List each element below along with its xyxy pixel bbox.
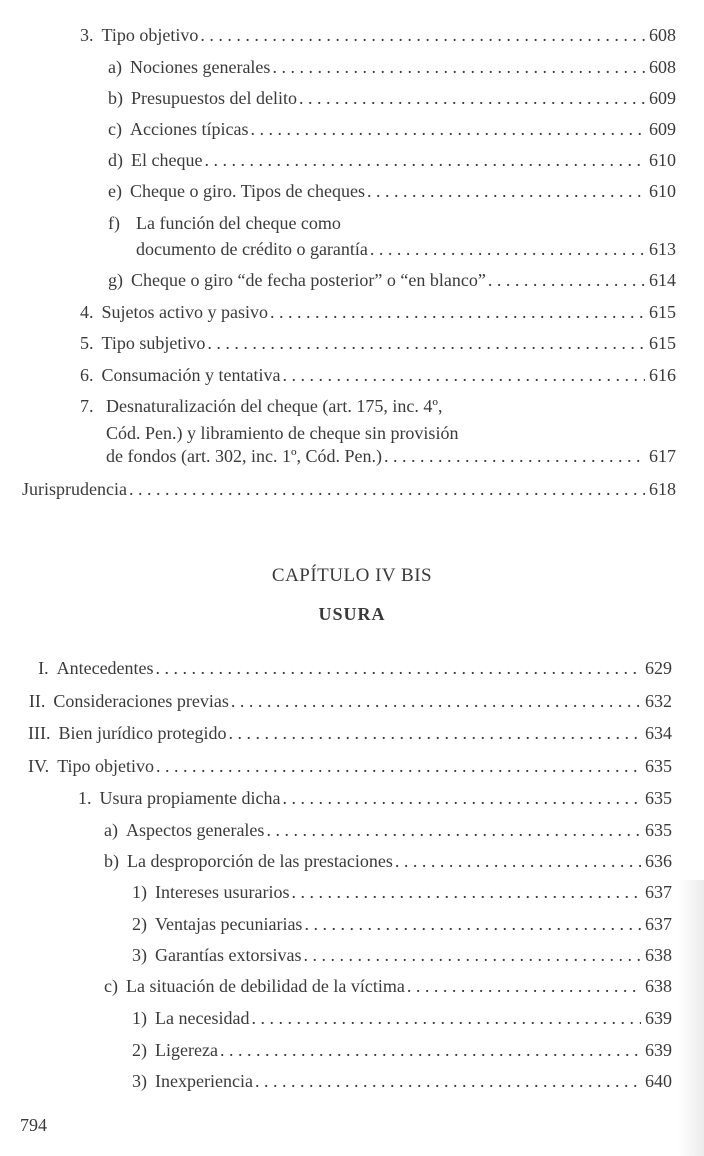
entry-number: c) xyxy=(104,976,118,996)
entry-page: 615 xyxy=(649,333,676,353)
entry-page: 639 xyxy=(645,1008,672,1028)
entry-number: 1. xyxy=(78,788,92,808)
entry-number: c) xyxy=(108,119,122,139)
entry-page: 639 xyxy=(645,1040,672,1060)
toc-entry xyxy=(104,815,672,846)
page-number: 794 xyxy=(20,1115,47,1135)
dot-leader xyxy=(255,1066,641,1097)
entry-label: Usura propiamente dicha xyxy=(99,788,281,808)
entry-label: Ligereza xyxy=(155,1040,218,1060)
entry-page: 638 xyxy=(645,976,672,996)
entry-page: 640 xyxy=(645,1071,672,1091)
entry-number: 7. xyxy=(80,396,94,416)
entry-number: g) xyxy=(108,270,123,290)
entry-page: 610 xyxy=(649,181,676,201)
entry-page: 609 xyxy=(649,88,676,108)
entry-number: 6. xyxy=(80,365,94,385)
entry-label: Nociones generales xyxy=(129,57,271,77)
dot-leader xyxy=(270,297,645,328)
entry-page: 635 xyxy=(645,820,672,840)
chapter-subtitle: USURA xyxy=(318,604,386,624)
entry-page: 629 xyxy=(645,658,672,678)
toc-entry xyxy=(132,877,672,908)
entry-number: e) xyxy=(108,181,122,201)
entry-label: La situación de debilidad de la víctima xyxy=(125,976,405,996)
entry-number: I. xyxy=(38,658,49,678)
entry-page: 638 xyxy=(645,945,672,965)
toc-entry xyxy=(80,360,676,391)
entry-number: 1) xyxy=(132,1008,147,1028)
dot-leader xyxy=(395,846,641,877)
dot-leader xyxy=(228,718,641,749)
entry-page: 615 xyxy=(649,302,676,322)
toc-entry-first-line xyxy=(108,210,341,237)
entry-label: Antecedentes xyxy=(56,658,154,678)
entry-page: 635 xyxy=(645,788,672,808)
entry-page: 637 xyxy=(645,882,672,902)
dot-leader xyxy=(272,52,645,83)
entry-number: 3) xyxy=(132,945,147,965)
dot-leader xyxy=(220,1035,641,1066)
dot-leader xyxy=(156,751,641,782)
dot-leader xyxy=(299,83,645,114)
entry-label: Presupuestos del delito xyxy=(131,88,297,108)
entry-label: documento de crédito o garantía xyxy=(136,239,368,259)
entry-page: 635 xyxy=(645,756,672,776)
entry-label: Tipo objetivo xyxy=(101,25,199,45)
entry-page: 613 xyxy=(649,239,676,259)
dot-leader xyxy=(200,20,645,51)
entry-page: 609 xyxy=(649,119,676,139)
toc-entry-first-lines xyxy=(80,393,458,447)
toc-entry xyxy=(78,783,672,814)
entry-page: 618 xyxy=(649,479,676,499)
dot-leader xyxy=(367,176,645,207)
dot-leader xyxy=(282,783,641,814)
toc-entry xyxy=(132,940,672,971)
toc-entry xyxy=(28,686,672,717)
entry-page: 632 xyxy=(645,691,672,711)
toc-entry xyxy=(108,176,676,207)
entry-number: 3. xyxy=(80,25,94,45)
toc-entry xyxy=(80,328,676,359)
entry-label-line: Desnaturalización del cheque (art. 175, inc. 4º, xyxy=(106,396,443,416)
toc-entry xyxy=(28,653,672,684)
dot-leader xyxy=(282,360,645,391)
toc-entry xyxy=(80,297,676,328)
dot-leader xyxy=(250,114,645,145)
entry-number: b) xyxy=(108,88,123,108)
toc-entry xyxy=(132,1003,672,1034)
toc-entry xyxy=(28,718,672,749)
toc-entry xyxy=(22,474,676,505)
chapter-title: CAPÍTULO IV BIS xyxy=(271,565,433,586)
entry-label: Intereses usurarios xyxy=(155,882,290,902)
toc-entry xyxy=(108,83,676,114)
toc-entry xyxy=(108,114,676,145)
entry-page: 610 xyxy=(649,150,676,170)
entry-label: Aspectos generales xyxy=(125,820,265,840)
entry-number: a) xyxy=(104,820,118,840)
entry-label: La necesidad xyxy=(155,1008,250,1028)
dot-leader xyxy=(129,474,645,505)
dot-leader xyxy=(384,441,645,472)
entry-label: Sujetos activo y pasivo xyxy=(101,302,268,322)
toc-entry xyxy=(28,751,672,782)
entry-number: 2) xyxy=(132,1040,147,1060)
entry-label: Inexperiencia xyxy=(155,1071,253,1091)
entry-label: Jurisprudencia xyxy=(22,479,127,499)
entry-label-line: La función del cheque como xyxy=(136,213,341,233)
entry-number: a) xyxy=(108,57,122,77)
dot-leader xyxy=(407,971,641,1002)
entry-number: f) xyxy=(108,213,120,233)
entry-page: 617 xyxy=(649,446,676,466)
entry-label: Bien jurídico protegido xyxy=(58,723,227,743)
entry-label: El cheque xyxy=(131,150,203,170)
entry-number: 3) xyxy=(132,1071,147,1091)
entry-number: IV. xyxy=(28,756,50,776)
entry-label: de fondos (art. 302, inc. 1º, Cód. Pen.) xyxy=(106,446,383,466)
dot-leader xyxy=(370,234,645,265)
entry-label: Consideraciones previas xyxy=(53,691,229,711)
entry-number: d) xyxy=(108,150,123,170)
entry-page: 616 xyxy=(649,365,676,385)
toc-entry xyxy=(108,52,676,83)
entry-number: 1) xyxy=(132,882,147,902)
scan-edge-shadow xyxy=(678,880,704,1156)
toc-entry xyxy=(136,234,676,265)
entry-number: b) xyxy=(104,851,119,871)
entry-label: Cheque o giro “de fecha posterior” o “en blanco” xyxy=(131,270,486,290)
entry-number: 2) xyxy=(132,914,147,934)
entry-page: 608 xyxy=(649,25,676,45)
dot-leader xyxy=(204,145,645,176)
toc-entry xyxy=(104,971,672,1002)
entry-page: 637 xyxy=(645,914,672,934)
dot-leader xyxy=(207,328,645,359)
entry-label-line: Cód. Pen.) y libramiento de cheque sin provisión xyxy=(106,423,459,443)
entry-label: Garantías extorsivas xyxy=(155,945,302,965)
toc-entry xyxy=(132,1035,672,1066)
entry-label: Acciones típicas xyxy=(129,119,249,139)
entry-page: 608 xyxy=(649,57,676,77)
entry-label: Ventajas pecuniarias xyxy=(155,914,303,934)
entry-label: Consumación y tentativa xyxy=(101,365,281,385)
dot-leader xyxy=(251,1003,641,1034)
entry-number: II. xyxy=(28,691,46,711)
toc-entry xyxy=(108,265,676,296)
dot-leader xyxy=(488,265,645,296)
toc-entry xyxy=(104,846,672,877)
entry-label: Tipo objetivo xyxy=(57,756,155,776)
entry-label: Cheque o giro. Tipos de cheques xyxy=(129,181,365,201)
entry-number: 4. xyxy=(80,302,94,322)
toc-entry xyxy=(106,441,676,472)
entry-page: 614 xyxy=(649,270,676,290)
entry-number: III. xyxy=(28,723,51,743)
toc-entry xyxy=(132,1066,672,1097)
entry-page: 636 xyxy=(645,851,672,871)
toc-entry xyxy=(108,145,676,176)
dot-leader xyxy=(156,653,641,684)
entry-number: 5. xyxy=(80,333,94,353)
toc-entry xyxy=(80,20,676,51)
dot-leader xyxy=(291,877,641,908)
entry-label: La desproporción de las prestaciones xyxy=(127,851,393,871)
entry-page: 634 xyxy=(645,723,672,743)
entry-label: Tipo subjetivo xyxy=(101,333,206,353)
dot-leader xyxy=(303,940,641,971)
dot-leader xyxy=(266,815,641,846)
toc-entry xyxy=(132,909,672,940)
dot-leader xyxy=(231,686,641,717)
dot-leader xyxy=(304,909,641,940)
